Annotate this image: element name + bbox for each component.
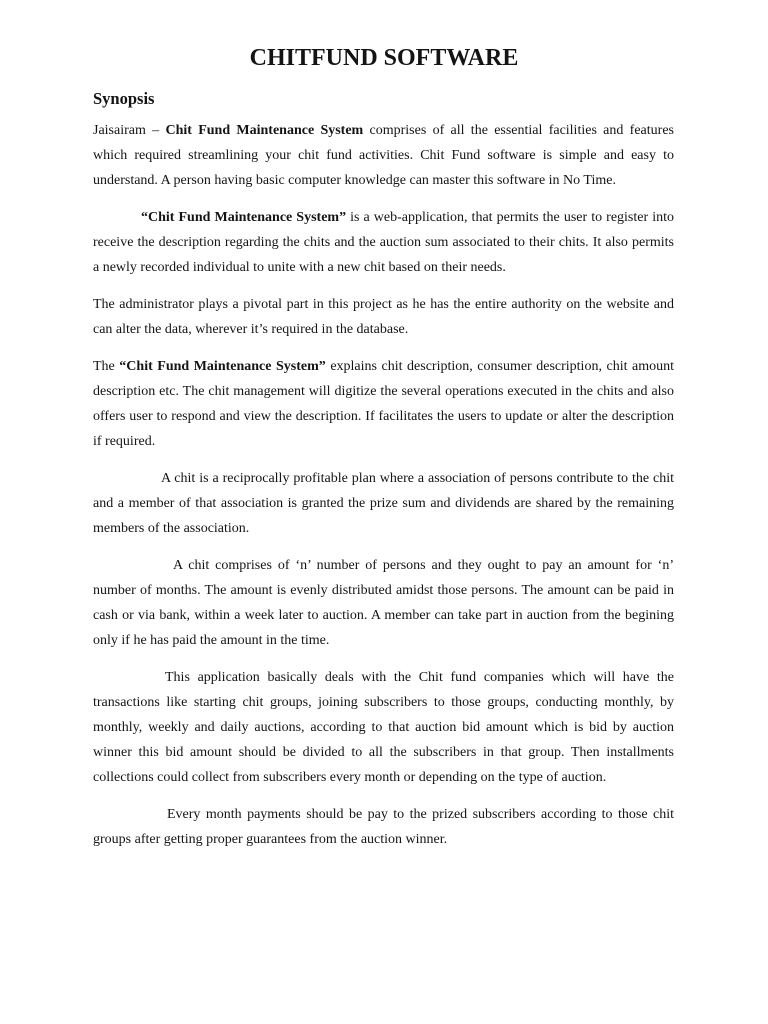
paragraph-intro-bold: Chit Fund Maintenance System — [165, 123, 364, 138]
paragraph-web-application — [93, 205, 674, 280]
section-heading-synopsis: Synopsis — [93, 89, 155, 108]
document-title: CHITFUND SOFTWARE — [249, 45, 519, 71]
paragraph-explains-bold: “Chit Fund Maintenance System” — [119, 359, 326, 374]
paragraph-administrator: The administrator plays a pivotal part in this project as he has the entire authority on the website and can alter the data, wherever it’s required in the database. — [93, 297, 674, 337]
paragraph-intro-lead: Jaisairam – — [93, 123, 166, 138]
paragraph-explains-rest: explains chit description, consumer description, chit amount description etc. The chit management will digitize the several operations executed in the chits and also offers user to respond and view the description. If facilitates the users to update or alter the description if required. — [93, 359, 674, 449]
paragraph-web-application-bold: “Chit Fund Maintenance System” — [141, 210, 347, 225]
paragraph-payments: Every month payments should be pay to the prized subscribers according to those chit groups after getting proper guarantees from the auction winner. — [93, 807, 674, 847]
document-body — [93, 118, 674, 864]
paragraph-explains — [93, 354, 674, 454]
paragraph-web-application-rest: is a web-application, that permits the user to register into receive the description regarding the chits and the auction sum associated to their chits. It also permits a newly recorded individual to unite with a new chit based on their needs. — [93, 210, 674, 275]
paragraph-intro-rest: comprises of all the essential facilities and features which required streamlining your chit fund activities. Chit Fund software is simple and easy to understand. A person having basic computer knowledge can master this software in No Time. — [93, 123, 674, 188]
paragraph-application: This application basically deals with the Chit fund companies which will have the transactions like starting chit groups, joining subscribers to those groups, conducting monthly, by monthly, weekly and daily auctions, according to that auction bid amount which is bid by auction winner this bid amount should be divided to all the subscribers in that group. Then installments collections could collect from subscribers every month or depending on the type of auction. — [93, 670, 674, 785]
paragraph-chit-members: A chit comprises of ‘n’ number of persons and they ought to pay an amount for ‘n’ number of months. The amount is evenly distributed amidst those persons. The amount can be paid in cash or via bank, within a week later to auction. A member can take part in auction from the begining only if he has paid the amount in the time. — [93, 558, 674, 648]
paragraph-intro — [93, 118, 674, 193]
paragraph-chit-definition: A chit is a reciprocally profitable plan where a association of persons contribute to the chit and a member of that association is granted the prize sum and dividends are shared by the remaining members of the association. — [93, 471, 674, 536]
paragraph-explains-lead: The — [93, 359, 120, 374]
